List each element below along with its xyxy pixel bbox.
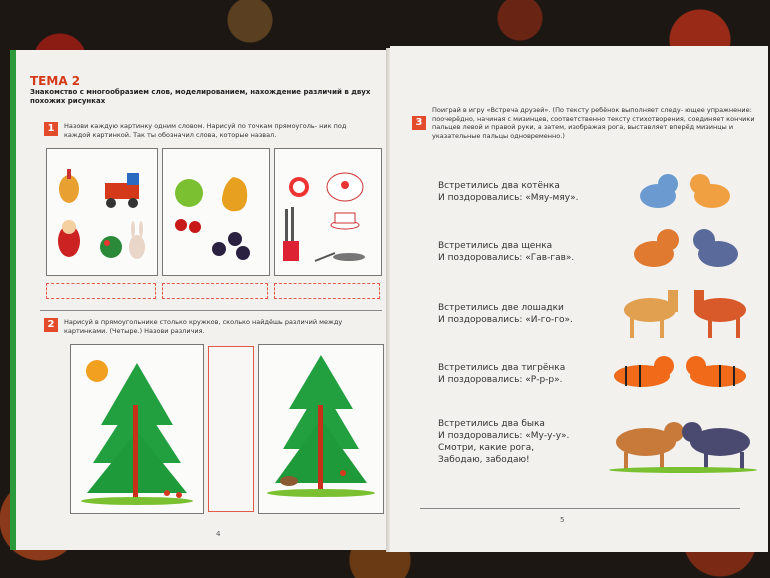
- verse-kittens: [438, 180, 578, 204]
- theme-title: ТЕМА 2: [30, 74, 81, 88]
- verse-tigers-line1: Встретились два тигрёнка: [438, 363, 566, 373]
- verse-horses-line1: Встретились две лошадки: [438, 303, 564, 313]
- verse-bulls-line4: Забодаю, забодаю!: [438, 455, 530, 465]
- right-page: [390, 46, 768, 552]
- right-page-number: 5: [560, 516, 565, 524]
- dishes-picture: [274, 148, 382, 276]
- task1-answer-box-3[interactable]: [274, 283, 380, 299]
- verse-horses: [438, 302, 573, 326]
- tree-illustration-left: [71, 345, 203, 513]
- left-page: [10, 50, 388, 550]
- verse-bulls-line2: И поздоровались: «Му-у-у».: [438, 431, 570, 441]
- toys-illustration: [47, 149, 157, 275]
- verse-horses-line2: И поздоровались: «И-го-го».: [438, 315, 573, 325]
- bulls-illustration: [606, 410, 760, 474]
- task3-number: 3: [412, 116, 426, 130]
- right-page-bottom-line: [420, 508, 740, 509]
- theme-subtitle: Знакомство с многообразием слов, моделированием, нахождение различий в двух похожих рисунках: [30, 88, 371, 105]
- task2-answer-rectangle[interactable]: [208, 346, 254, 512]
- task2-text: Нарисуй в прямоугольнике столько кружков, сколько найдёшь различий между картинками. (Четыре.) Назови различия.: [64, 318, 343, 335]
- task1-answer-box-2[interactable]: [162, 283, 268, 299]
- verse-puppies-line2: И поздоровались: «Гав-гав».: [438, 253, 575, 263]
- verse-bulls-line1: Встретились два быка: [438, 419, 545, 429]
- verse-puppies: [438, 240, 574, 264]
- verse-tigers: [438, 362, 565, 386]
- task-divider: [40, 310, 382, 311]
- verse-puppies-line1: Встретились два щенка: [438, 241, 553, 251]
- puppies-illustration: [628, 224, 748, 276]
- tigers-illustration: [602, 350, 760, 396]
- tree-picture-left: [70, 344, 204, 514]
- verse-tigers-line2: И поздоровались: «Р-р-р».: [438, 375, 563, 385]
- task3-text: Поиграй в игру «Встреча друзей». (По тексту ребёнок выполняет следу- ющее упражнение: поочерёдно, начиная с мизинцев, соответственно тексту стихотворения, соединяет кончики пальцев левой и правой руки, а затем, изображая рога, выставляет вперёд мизинцы и указательные пальцы одновременно.): [432, 106, 755, 140]
- task1-text: Назови каждую картинку одним словом. Нарисуй по точкам прямоуголь- ник под каждой картинкой. Так ты обозначил слова, которые назвал.: [64, 122, 347, 139]
- tree-picture-right: [258, 344, 384, 514]
- fruits-picture: [162, 148, 270, 276]
- toys-picture: [46, 148, 158, 276]
- dishes-illustration: [275, 149, 381, 275]
- horses-illustration: [616, 282, 756, 342]
- verse-bulls: [438, 418, 569, 466]
- verse-kittens-line1: Встретились два котёнка: [438, 181, 560, 191]
- fruits-illustration: [163, 149, 269, 275]
- task1-answer-box-1[interactable]: [46, 283, 156, 299]
- task1-number: 1: [44, 122, 58, 136]
- task2-number: 2: [44, 318, 58, 332]
- tree-illustration-right: [259, 345, 383, 513]
- open-workbook: [10, 44, 766, 554]
- verse-bulls-line3: Смотри, какие рога,: [438, 443, 535, 453]
- kittens-illustration: [634, 168, 744, 214]
- verse-kittens-line2: И поздоровались: «Мяу-мяу».: [438, 193, 579, 203]
- left-page-number: 4: [216, 530, 221, 538]
